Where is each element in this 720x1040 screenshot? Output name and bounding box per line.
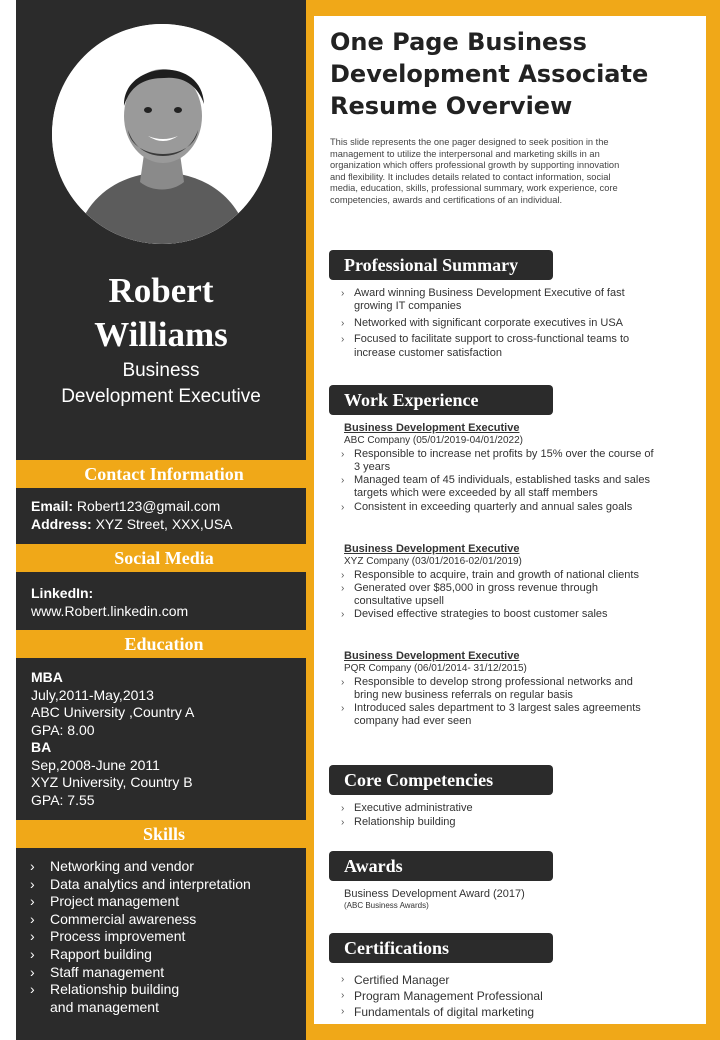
- job-company: XYZ Company (03/01/2016-02/01/2019): [344, 556, 522, 567]
- chevron-right-icon: ›: [341, 448, 345, 460]
- chevron-right-icon: ›: [30, 963, 35, 980]
- awards-heading: Awards: [329, 851, 553, 881]
- chevron-right-icon: ›: [30, 981, 35, 998]
- award-title: Business Development Award (2017): [344, 888, 525, 900]
- skill-item: › Staff management: [30, 963, 165, 980]
- list-item: › Award winning Business Development Executive of fast growing IT companies: [341, 287, 625, 313]
- degree: MBA: [31, 669, 63, 685]
- job-title: Business Development Executive: [344, 650, 520, 662]
- address-value: XYZ Street, XXX,USA: [95, 516, 233, 532]
- linkedin-block: [31, 585, 188, 620]
- chevron-right-icon: ›: [341, 288, 345, 299]
- award-entry: [344, 888, 525, 911]
- list-item: › Fundamentals of digital marketing: [341, 1005, 535, 1019]
- list-item: › Introduced sales department to 3 largest sales agreements company had ever seen: [341, 702, 641, 728]
- chevron-right-icon: ›: [30, 945, 35, 962]
- profile-role-line2: Development Executive: [61, 386, 261, 407]
- summary-list: [341, 287, 691, 360]
- intro-paragraph: This slide represents the one pager designed to seek position in the management to utilize the interpersonal and marketing skills in an organization which offers professional growth by supporting innovation and flexibility. It includes details related to contact information, social media, education, skills, professional summary, work experience, core competencies, awards and certifications of an individual.: [330, 137, 620, 205]
- list-item: › Executive administrative: [341, 802, 473, 814]
- sidebar: [16, 0, 306, 1040]
- job-company: PQR Company (06/01/2014- 31/12/2015): [344, 663, 527, 674]
- email-label: Email:: [31, 498, 74, 514]
- contact-email: [31, 498, 220, 516]
- contact-address: [31, 516, 233, 534]
- competencies-list: [341, 802, 691, 830]
- chevron-right-icon: ›: [341, 703, 345, 715]
- list-item: › Certified Manager: [341, 973, 450, 987]
- profile-role-line1: Business: [122, 360, 200, 381]
- degree-school: XYZ University, Country B: [31, 774, 193, 790]
- list-item: › Focused to facilitate support to cross-functional teams to increase customer satisfaction: [341, 333, 630, 359]
- chevron-right-icon: ›: [341, 501, 345, 513]
- chevron-right-icon: ›: [341, 582, 345, 594]
- chevron-right-icon: ›: [341, 609, 345, 621]
- social-heading: Social Media: [16, 544, 312, 572]
- list-item: › Devised effective strategies to boost customer sales: [341, 608, 608, 621]
- job-title: Business Development Executive: [344, 422, 520, 434]
- skills-heading: Skills: [16, 820, 312, 848]
- degree-gpa: GPA: 7.55: [31, 791, 95, 808]
- job-title: Business Development Executive: [344, 543, 520, 555]
- chevron-right-icon: ›: [341, 334, 345, 346]
- profile-name-line2: Williams: [94, 315, 228, 354]
- chevron-right-icon: ›: [341, 317, 345, 329]
- skill-item: › Data analytics and interpretation: [30, 875, 251, 892]
- profile-name-line1: Robert: [108, 271, 214, 310]
- education-heading: Education: [16, 630, 312, 658]
- chevron-right-icon: ›: [341, 817, 345, 829]
- job-entry: [341, 650, 689, 729]
- list-item: › Networked with significant corporate executives in USA: [341, 316, 624, 329]
- page-title: One Page Business Development Associate Resume Overview: [330, 28, 649, 120]
- job-duties: [341, 448, 689, 514]
- degree-gpa: GPA: 8.00: [31, 721, 95, 738]
- chevron-right-icon: ›: [30, 910, 35, 927]
- skill-item: › Rapport building: [30, 945, 152, 962]
- chevron-right-icon: ›: [341, 475, 345, 487]
- skill-item: › Networking and vendor: [30, 858, 194, 874]
- list-item: › Generated over $85,000 in gross revenue through consultative upsell: [341, 581, 598, 608]
- degree-dates: Sep,2008-June 2011: [31, 756, 160, 773]
- competencies-heading: Core Competencies: [329, 765, 553, 795]
- chevron-right-icon: ›: [341, 974, 345, 985]
- list-item: › Managed team of 45 individuals, established tasks and sales targets which were exceeded by all staff members: [341, 474, 650, 500]
- skill-item: › Project management: [30, 893, 180, 910]
- degree-dates: July,2011-May,2013: [31, 686, 154, 703]
- list-item: › Responsible to increase net profits by 15% over the course of 3 years: [341, 447, 654, 473]
- job-duties: [341, 676, 689, 729]
- person-portrait-icon: [52, 24, 272, 244]
- chevron-right-icon: ›: [30, 928, 35, 945]
- contact-heading: Contact Information: [16, 460, 312, 488]
- certifications-heading: Certifications: [329, 933, 553, 963]
- job-entry: [341, 422, 689, 514]
- chevron-right-icon: ›: [341, 569, 345, 581]
- skill-item: › Process improvement: [30, 928, 186, 945]
- summary-heading: Professional Summary: [329, 250, 553, 280]
- degree-school: ABC University ,Country A: [31, 704, 195, 720]
- job-entry: [341, 543, 689, 622]
- list-item: › Responsible to develop strong professional networks and bring new business referrals on regular basis: [341, 675, 633, 701]
- work-heading: Work Experience: [329, 385, 553, 415]
- chevron-right-icon: ›: [30, 858, 35, 874]
- chevron-right-icon: ›: [341, 990, 345, 1001]
- profile-photo: [52, 24, 272, 244]
- skill-item: › Commercial awareness: [30, 910, 197, 927]
- certifications-list: [341, 972, 691, 1020]
- list-item: › Responsible to acquire, train and growth of national clients: [341, 568, 639, 581]
- chevron-right-icon: ›: [341, 676, 345, 688]
- address-label: Address:: [31, 516, 92, 532]
- education-list: [31, 669, 194, 809]
- list-item: › Relationship building: [341, 816, 456, 829]
- award-issuer: (ABC Business Awards): [344, 901, 429, 910]
- linkedin-value: www.Robert.linkedin.com: [31, 602, 189, 619]
- linkedin-label: LinkedIn:: [31, 585, 94, 601]
- chevron-right-icon: ›: [341, 1006, 345, 1017]
- chevron-right-icon: ›: [30, 893, 35, 910]
- job-duties: [341, 569, 689, 622]
- chevron-right-icon: ›: [30, 875, 35, 892]
- education-entry: [31, 669, 194, 739]
- degree: BA: [31, 739, 52, 755]
- list-item: › Consistent in exceeding quarterly and annual sales goals: [341, 500, 633, 513]
- email-value: Robert123@gmail.com: [76, 498, 221, 514]
- education-entry: [31, 739, 194, 809]
- list-item: › Program Management Professional: [341, 989, 543, 1003]
- job-company: ABC Company (05/01/2019-04/01/2022): [344, 435, 524, 446]
- chevron-right-icon: ›: [341, 803, 345, 814]
- skill-item: › Relationship building and management: [30, 981, 180, 1015]
- skills-list: [30, 858, 251, 1016]
